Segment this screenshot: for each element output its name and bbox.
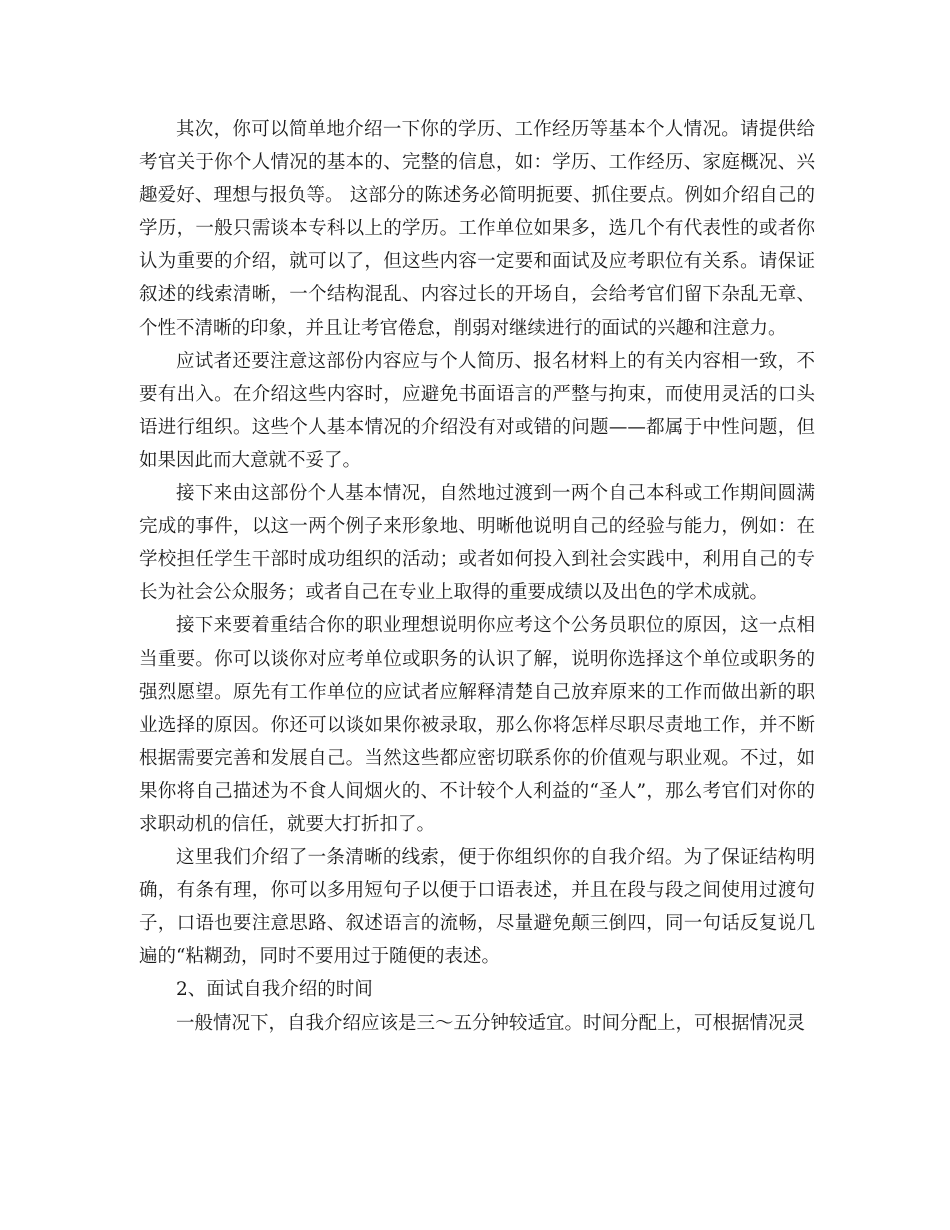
paragraph-experience-examples: 接下来由这部份个人基本情况，自然地过渡到一两个自己本科或工作期间圆满完成的事件，以这一两个例子来形象地、明晰他说明自己的经验与能力，例如：在学校担任学生干部时成功组织的活动；或者如何投入到社会实践中，利用自己的专长为社会公众服务；或者自己在专业上取得的重要成绩以及出色的学术成就。 bbox=[139, 483, 815, 604]
paragraph-clear-structure: 这里我们介绍了一条清晰的线索，便于你组织你的自我介绍。为了保证结构明确，有条有理，你可以多用短句子以便于口语表述，并且在段与段之间使用过渡句子，口语也要注意思路、叙述语言的流畅，尽量避免颠三倒四，同一句话反复说几遍的“粘糊劲，同时不要用过于随便的表述。 bbox=[139, 847, 815, 968]
section-heading-time: 2、面试自我介绍的时间 bbox=[176, 979, 373, 1001]
paragraph-career-motivation: 接下来要着重结合你的职业理想说明你应考这个公务员职位的原因，这一点相当重要。你可以谈你对应考单位或职务的认识了解，说明你选择这个单位或职务的强烈愿望。原先有工作单位的应试者应解释清楚自己放弃原来的工作而做出新的职业选择的原因。你还可以谈如果你被录取，那么你将怎样尽职尽责地工作，并不断根据需要完善和发展自己。当然这些都应密切联系你的价值观与职业观。不过，如果你将自己描述为不食人间烟火的、不计较个人利益的“圣人”，那么考官们对你的求职动机的信任，就要大打折扣了。 bbox=[139, 615, 815, 835]
document-body bbox=[139, 113, 815, 1040]
paragraph-time-allocation: 一般情况下，自我介绍应该是三～五分钟较适宜。时间分配上，可根据情况灵 bbox=[176, 1012, 806, 1034]
paragraph-personal-background: 其次，你可以简单地介绍一下你的学历、工作经历等基本个人情况。请提供给考官关于你个人情况的基本的、完整的信息，如：学历、工作经历、家庭概况、兴趣爱好、理想与报负等。 这部分的陈述务必简明扼要、抓住要点。例如介绍自己的学历，一般只需谈本专科以上的学历。工作单位如果多，选几个有代表性的或者你认为重要的介绍，就可以了，但这些内容一定要和面试及应考职位有关系。请保证叙述的线索清晰，一个结构混乱、内容过长的开场自，会给考官们留下杂乱无章、个性不清晰的印象，并且让考官倦怠，削弱对继续进行的面试的兴趣和注意力。 bbox=[139, 119, 815, 339]
paragraph-consistency: 应试者还要注意这部份内容应与个人简历、报名材料上的有关内容相一致，不要有出入。在介绍这些内容时，应避免书面语言的严整与拘束，而使用灵活的口头语进行组织。这些个人基本情况的介绍没有对或错的问题——都属于中性问题，但如果因此而大意就不妥了。 bbox=[139, 350, 815, 471]
